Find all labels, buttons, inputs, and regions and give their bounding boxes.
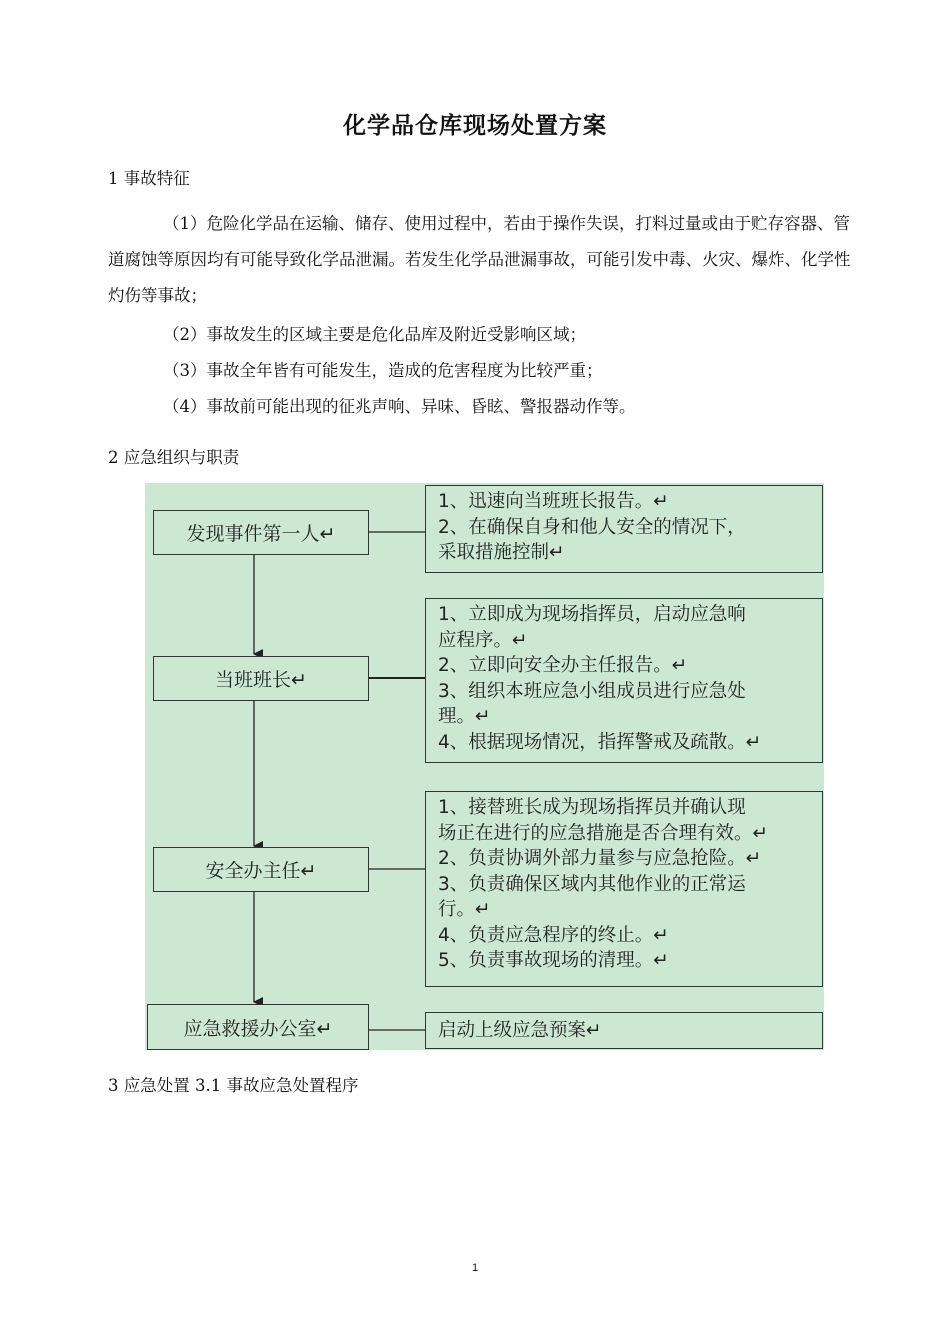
duty-line: 4、根据现场情况，指挥警戒及疏散。↵ — [438, 731, 762, 753]
duty-line: 1、立即成为现场指挥员，启动应急响 — [438, 604, 746, 625]
duty-line: 应程序。↵ — [438, 629, 528, 651]
duty-box-safety-office-director — [425, 791, 823, 987]
duty-line: 理。↵ — [438, 706, 491, 727]
duty-line: 3、负责确保区域内其他作业的正常运 — [438, 873, 746, 895]
role-box-shift-leader: 当班班长↵ — [153, 656, 369, 701]
duty-line: 1、迅速向当班班长报告。↵ — [438, 491, 669, 512]
duty-line: 2、负责协调外部力量参与应急抢险。↵ — [438, 848, 762, 869]
role-box-first-discoverer: 发现事件第一人↵ — [153, 510, 369, 555]
duty-line: 4、负责应急程序的终止。↵ — [438, 924, 669, 946]
document-title: 化学品仓库现场处置方案 — [343, 113, 607, 139]
page-number: 1 — [471, 1262, 479, 1274]
section-1-item-4: （4）事故前可能出现的征兆声响、异味、昏眩、警报器动作等。 — [163, 397, 636, 416]
section-1-item-1 — [108, 206, 858, 314]
duty-line: 行。↵ — [438, 899, 491, 920]
duty-line: 5、负责事故现场的清理。↵ — [438, 950, 669, 971]
duty-line: 1、接替班长成为现场指挥员并确认现 — [438, 797, 746, 818]
duty-line: 启动上级应急预案↵ — [438, 1020, 602, 1041]
emergency-organization-flowchart — [145, 483, 824, 1050]
duty-line: 采取措施控制↵ — [438, 542, 565, 563]
duty-box-shift-leader — [425, 598, 823, 763]
duty-box-first-discoverer — [425, 485, 823, 573]
duty-line: 3、组织本班应急小组成员进行应急处 — [438, 680, 746, 702]
duty-line: 2、立即向安全办主任报告。↵ — [438, 655, 688, 676]
section-2-heading: 2 应急组织与职责 — [108, 448, 240, 467]
section-1-item-3: （3）事故全年皆有可能发生，造成的危害程度为比较严重； — [163, 361, 603, 380]
role-box-emergency-rescue-office: 应急救援办公室↵ — [147, 1004, 369, 1050]
duty-box-emergency-rescue-office — [425, 1012, 823, 1049]
section-1-item-2: （2）事故发生的区域主要是危化品库及附近受影响区域； — [163, 325, 586, 344]
duty-line: 场正在进行的应急措施是否合理有效。↵ — [438, 822, 769, 844]
section-3-heading: 3 应急处置 3.1 事故应急处置程序 — [108, 1076, 359, 1095]
role-box-safety-office-director: 安全办主任↵ — [153, 847, 369, 892]
item-1-text: （1）危险化学品在运输、储存、使用过程中，若由于操作失误，打料过量或由于贮存容器、管道腐蚀等原因均有可能导致化学品泄漏。若发生化学品泄漏事故，可能引发中毒、火灾、爆炸、化学性灼伤等事故； — [108, 214, 851, 305]
duty-line: 2、在确保自身和他人安全的情况下， — [438, 516, 746, 538]
section-1-heading: 1 事故特征 — [108, 169, 190, 188]
